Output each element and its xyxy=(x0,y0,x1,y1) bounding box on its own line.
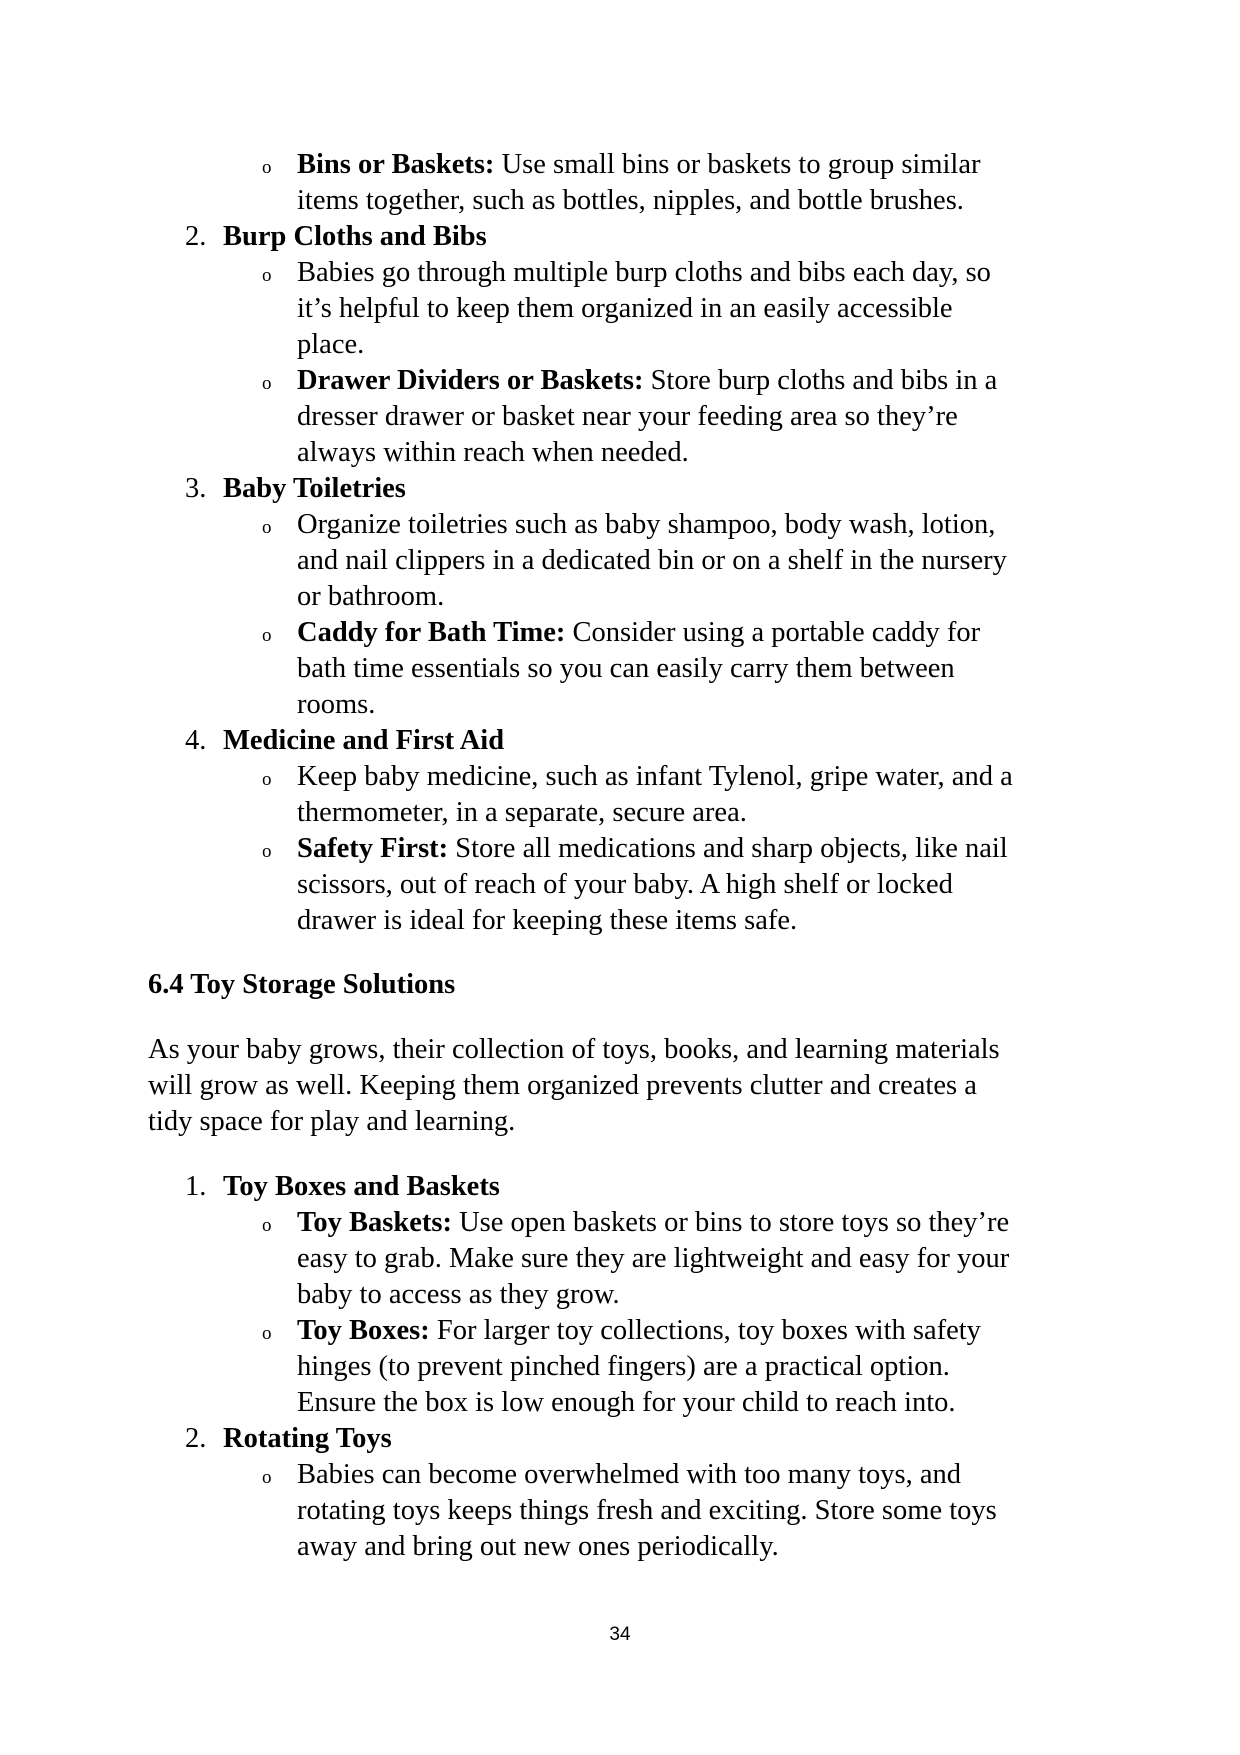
bullet-item xyxy=(0,831,1240,867)
bullet-text xyxy=(297,147,980,183)
bullet-icon: o xyxy=(262,1215,272,1236)
bullet-text xyxy=(297,615,980,651)
bullet-icon: o xyxy=(262,625,272,646)
bullet-lead: Toy Boxes: xyxy=(297,1315,430,1346)
bullet-line: items together, such as bottles, nipples, and bottle brushes. xyxy=(297,185,964,216)
bullet-item xyxy=(0,255,1240,291)
paragraph-line xyxy=(0,1068,1240,1104)
bullet-icon: o xyxy=(262,157,272,178)
bullet-item-continuation xyxy=(0,1385,1240,1421)
bullet-line: easy to grab. Make sure they are lightweight and easy for your xyxy=(297,1243,1010,1274)
bullet-line: baby to access as they grow. xyxy=(297,1279,620,1310)
bullet-text xyxy=(297,651,955,687)
bullet-item-continuation xyxy=(0,651,1240,687)
bullet-text xyxy=(297,867,953,903)
intro-paragraph xyxy=(0,1032,1240,1140)
bullet-lead: Toy Baskets: xyxy=(297,1207,452,1238)
bullet-line: bath time essentials so you can easily carry them between xyxy=(297,653,955,684)
bullet-line: drawer is ideal for keeping these items safe. xyxy=(297,905,798,936)
bullet-icon: o xyxy=(262,769,272,790)
paragraph-text: tidy space for play and learning. xyxy=(148,1106,516,1137)
bullet-text xyxy=(297,363,997,399)
bullet-lead: Caddy for Bath Time: xyxy=(297,617,566,648)
bullet-item-continuation xyxy=(0,795,1240,831)
item-number: 2. xyxy=(185,221,207,252)
numbered-item xyxy=(0,1169,1240,1205)
bullet-icon: o xyxy=(262,517,272,538)
bullet-text xyxy=(297,1529,779,1565)
paragraph-line xyxy=(0,1104,1240,1140)
bullet-line: Use small bins or baskets to group similar xyxy=(501,149,981,180)
bullet-lead: Safety First: xyxy=(297,833,449,864)
bullet-icon: o xyxy=(262,373,272,394)
numbered-item xyxy=(0,1421,1240,1457)
bullet-text xyxy=(297,903,797,939)
bullet-line: Ensure the box is low enough for your child to reach into. xyxy=(297,1387,956,1418)
bullet-line: For larger toy collections, toy boxes with safety xyxy=(436,1315,981,1346)
bullet-icon: o xyxy=(262,265,272,286)
bullet-item-continuation xyxy=(0,1241,1240,1277)
bullet-line: rotating toys keeps things fresh and exciting. Store some toys xyxy=(297,1495,997,1526)
bullet-text xyxy=(297,1493,997,1529)
bullet-lead: Bins or Baskets: xyxy=(297,149,495,180)
bullet-line: Use open baskets or bins to store toys so they’re xyxy=(459,1207,1010,1238)
bullet-text xyxy=(297,399,958,435)
bullet-text xyxy=(297,831,1008,867)
bullet-line: always within reach when needed. xyxy=(297,437,689,468)
bullet-item-continuation xyxy=(0,1349,1240,1385)
bullet-line: Store all medications and sharp objects, like nail xyxy=(455,833,1008,864)
bullet-text xyxy=(297,507,995,543)
bullet-item-continuation xyxy=(0,291,1240,327)
bullet-text xyxy=(297,687,375,723)
bullet-line: and nail clippers in a dedicated bin or on a shelf in the nursery xyxy=(297,545,1007,576)
bullet-item-continuation xyxy=(0,903,1240,939)
bullet-text xyxy=(297,543,1007,579)
bullet-item-continuation xyxy=(0,867,1240,903)
bullet-lead: Drawer Dividers or Baskets: xyxy=(297,365,644,396)
bullet-text xyxy=(297,1313,981,1349)
numbered-item xyxy=(0,219,1240,255)
item-number: 1. xyxy=(185,1171,207,1202)
bullet-item-continuation xyxy=(0,543,1240,579)
bullet-text xyxy=(297,1349,950,1385)
bullet-item xyxy=(0,615,1240,651)
section-heading: 6.4 Toy Storage Solutions xyxy=(148,969,456,1000)
item-number: 3. xyxy=(185,473,207,504)
bullet-line: thermometer, in a separate, secure area. xyxy=(297,797,747,828)
bullet-text xyxy=(297,1457,961,1493)
list-section-bottom xyxy=(0,1169,1240,1565)
bullet-item-continuation xyxy=(0,327,1240,363)
bullet-item-continuation xyxy=(0,435,1240,471)
item-title: Rotating Toys xyxy=(223,1423,392,1454)
bullet-text xyxy=(297,1277,620,1313)
bullet-text xyxy=(297,435,689,471)
bullet-text xyxy=(297,255,991,291)
paragraph-text: As your baby grows, their collection of toys, books, and learning materials xyxy=(148,1034,1000,1065)
page-number: 34 xyxy=(609,1624,631,1645)
bullet-item-continuation xyxy=(0,183,1240,219)
bullet-line: scissors, out of reach of your baby. A high shelf or locked xyxy=(297,869,953,900)
paragraph-text: will grow as well. Keeping them organized prevents clutter and creates a xyxy=(148,1070,977,1101)
bullet-text xyxy=(297,759,1013,795)
bullet-item xyxy=(0,147,1240,183)
bullet-line: dresser drawer or basket near your feeding area so they’re xyxy=(297,401,958,432)
item-number: 2. xyxy=(185,1423,207,1454)
bullet-item xyxy=(0,1205,1240,1241)
bullet-text xyxy=(297,795,747,831)
bullet-item xyxy=(0,507,1240,543)
paragraph-line xyxy=(0,1032,1240,1068)
bullet-line: it’s helpful to keep them organized in an easily accessible xyxy=(297,293,953,324)
bullet-line: hinges (to prevent pinched fingers) are a practical option. xyxy=(297,1351,950,1382)
item-title: Baby Toiletries xyxy=(223,473,406,504)
bullet-line: Consider using a portable caddy for xyxy=(572,617,981,648)
bullet-text xyxy=(297,291,953,327)
bullet-line: Store burp cloths and bibs in a xyxy=(650,365,998,396)
bullet-item-continuation xyxy=(0,1277,1240,1313)
bullet-text xyxy=(297,327,364,363)
bullet-line: away and bring out new ones periodically. xyxy=(297,1531,779,1562)
bullet-item-continuation xyxy=(0,1493,1240,1529)
bullet-item-continuation xyxy=(0,579,1240,615)
bullet-icon: o xyxy=(262,841,272,862)
item-title: Toy Boxes and Baskets xyxy=(223,1171,500,1202)
numbered-item xyxy=(0,471,1240,507)
bullet-item xyxy=(0,1313,1240,1349)
bullet-text xyxy=(297,579,444,615)
bullet-item xyxy=(0,1457,1240,1493)
bullet-item xyxy=(0,363,1240,399)
bullet-line: Organize toiletries such as baby shampoo, body wash, lotion, xyxy=(297,509,996,540)
item-number: 4. xyxy=(185,725,207,756)
bullet-item-continuation xyxy=(0,687,1240,723)
list-section-top xyxy=(0,147,1240,939)
bullet-line: or bathroom. xyxy=(297,581,445,612)
bullet-item xyxy=(0,759,1240,795)
bullet-icon: o xyxy=(262,1323,272,1344)
bullet-text xyxy=(297,1241,1009,1277)
item-title: Burp Cloths and Bibs xyxy=(223,221,487,252)
bullet-line: rooms. xyxy=(297,689,376,720)
item-title: Medicine and First Aid xyxy=(223,725,505,756)
bullet-icon: o xyxy=(262,1467,272,1488)
bullet-line: Babies go through multiple burp cloths and bibs each day, so xyxy=(297,257,991,288)
bullet-line: Babies can become overwhelmed with too many toys, and xyxy=(297,1459,962,1490)
bullet-line: Keep baby medicine, such as infant Tylenol, gripe water, and a xyxy=(297,761,1013,792)
bullet-text xyxy=(297,1385,956,1421)
numbered-item xyxy=(0,723,1240,759)
bullet-line: place. xyxy=(297,329,365,360)
bullet-item-continuation xyxy=(0,1529,1240,1565)
bullet-text xyxy=(297,1205,1009,1241)
bullet-text xyxy=(297,183,964,219)
bullet-item-continuation xyxy=(0,399,1240,435)
